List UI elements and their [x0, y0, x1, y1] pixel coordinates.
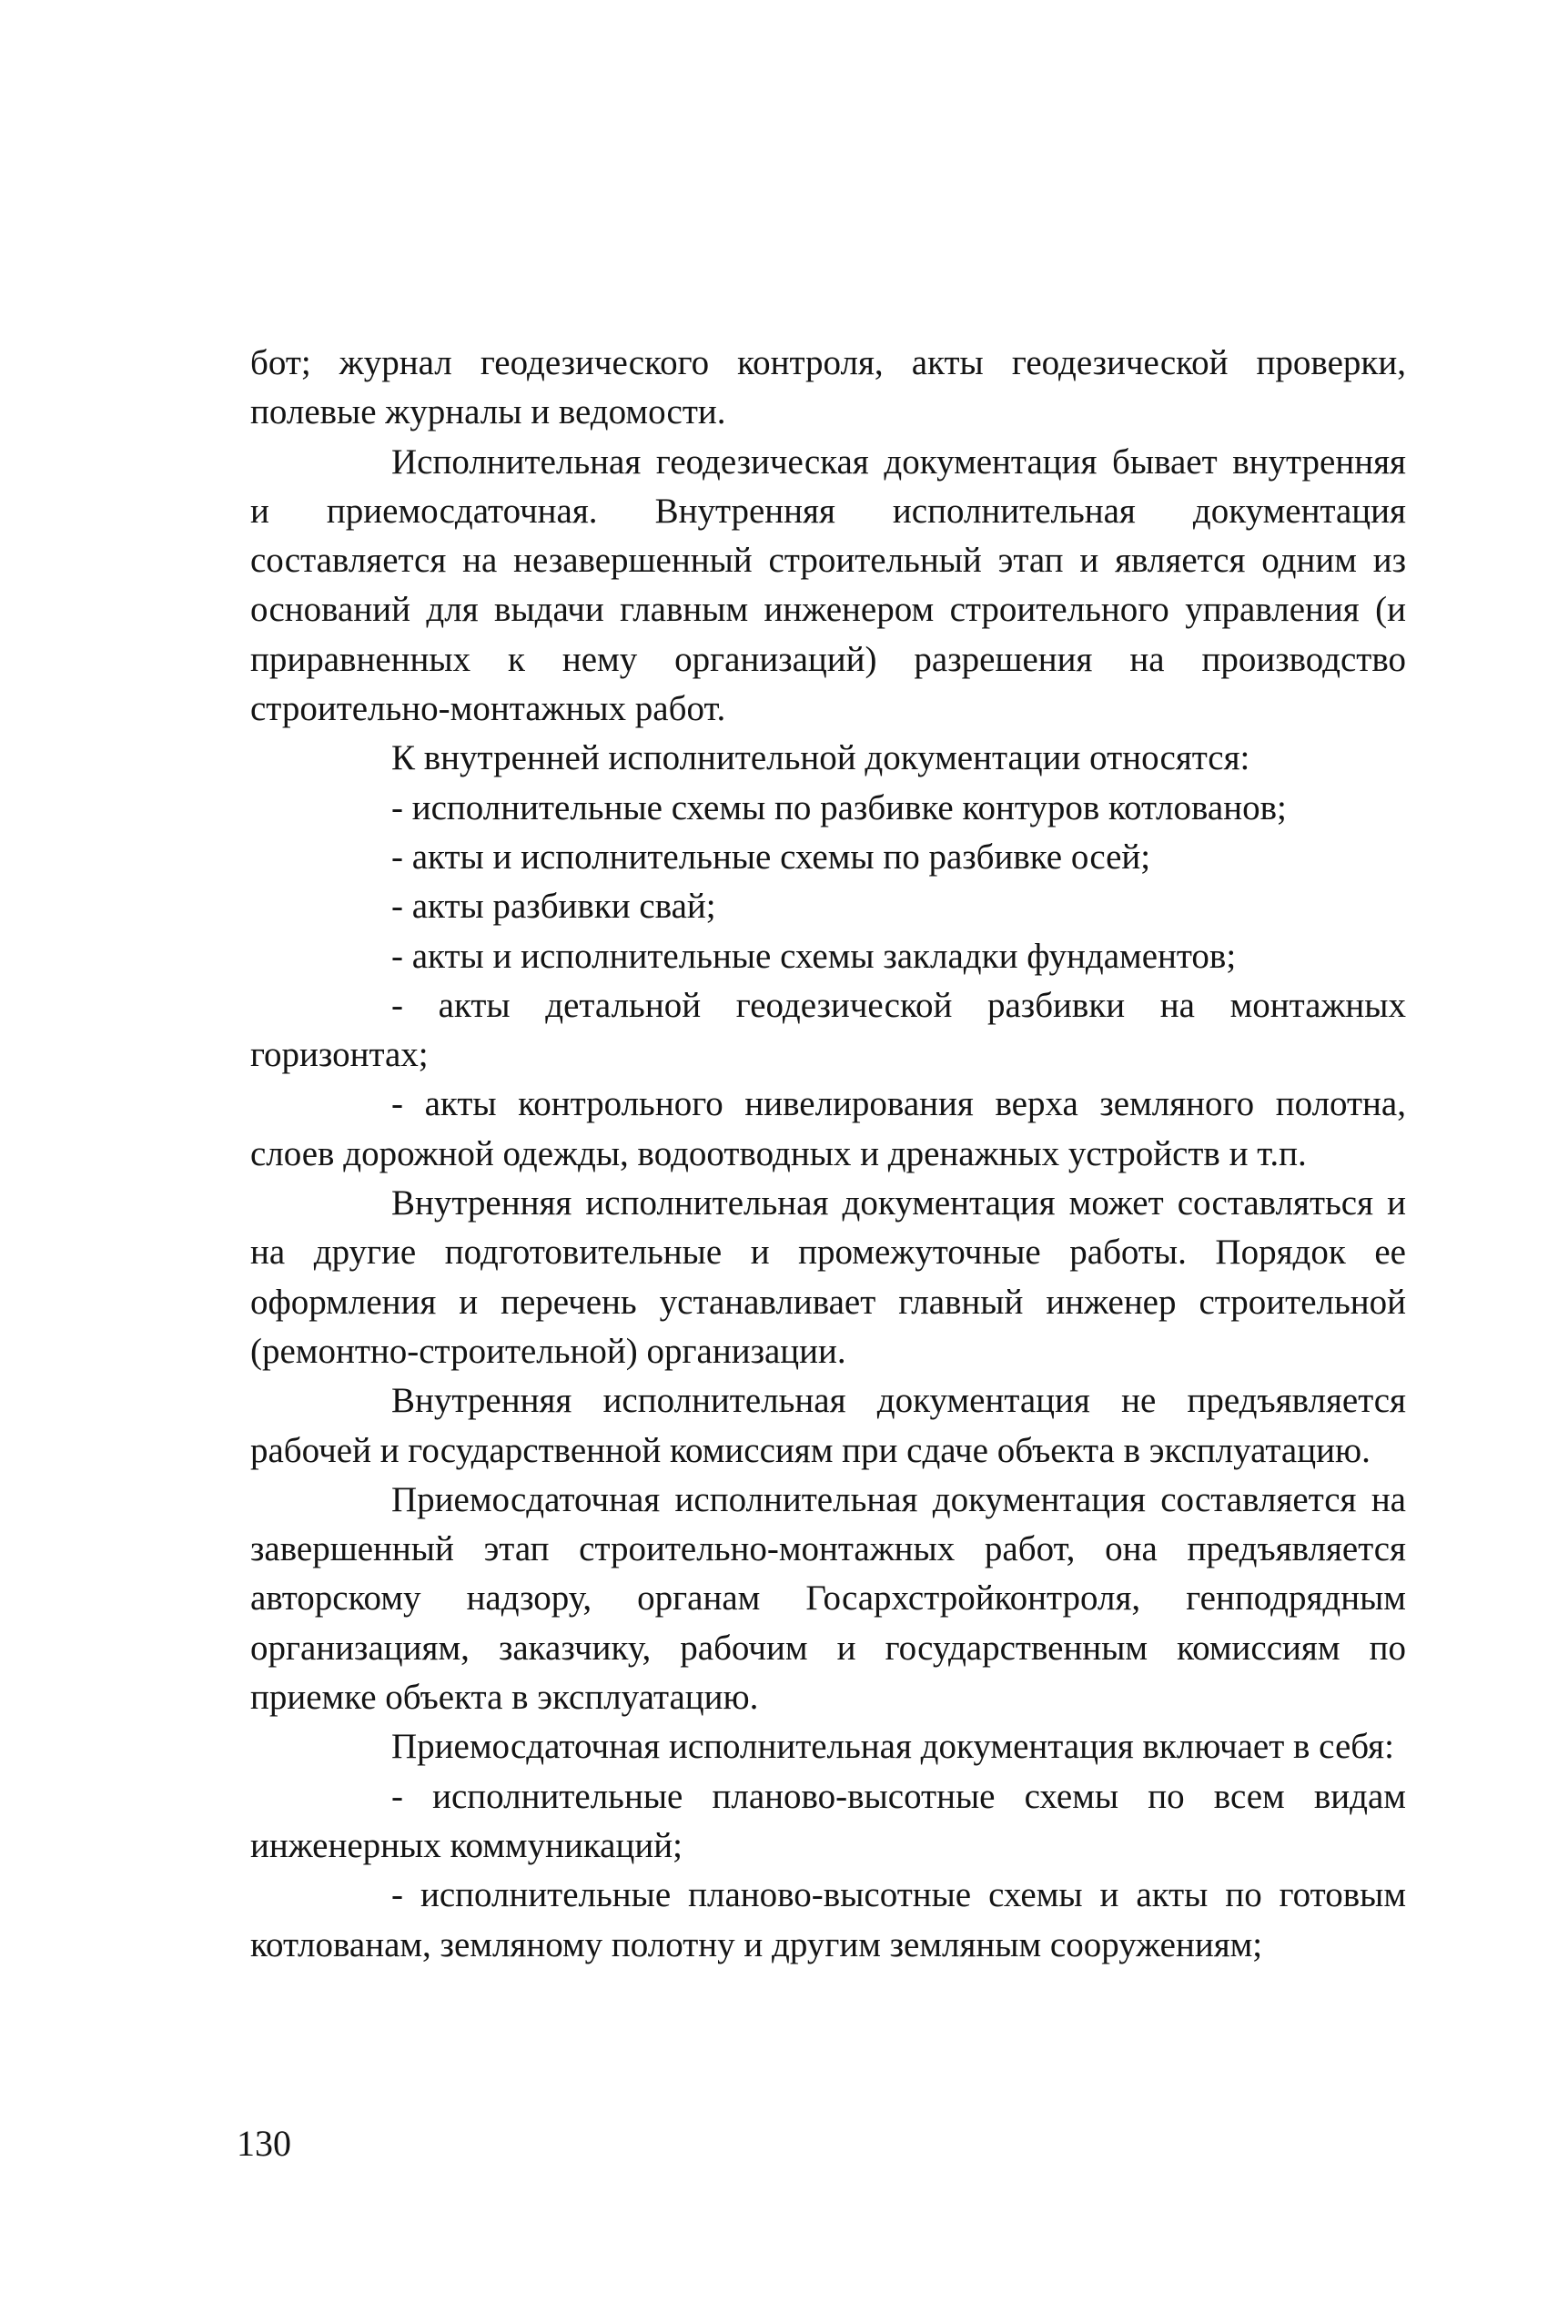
list-item: - акты и исполнительные схемы по разбивке осей; — [391, 837, 1151, 877]
list-item: - исполнительные схемы по разбивке контуров котлованов; — [391, 787, 1287, 827]
paragraph-continuation: бот; журнал геодезического контроля, акты геодезической проверки, полевые журналы и ведомости. — [250, 343, 1406, 432]
paragraph-acceptance-list-intro: Приемосдаточная исполнительная документация включает в себя: — [391, 1727, 1394, 1767]
body-text — [250, 339, 1406, 1970]
paragraph-internal-list-intro: К внутренней исполнительной документации относятся: — [391, 738, 1250, 778]
list-item: - акты разбивки свай; — [391, 887, 716, 927]
paragraph-not-presented: Внутренняя исполнительная документация не предъявляется рабочей и государственной комиссиям при сдаче объекта в эксплуатацию. — [250, 1381, 1406, 1470]
list-item: - акты и исполнительные схемы закладки фундаментов; — [391, 936, 1237, 976]
list-item: - акты контрольного нивелирования верха земляного полотна, слоев дорожной одежды, водоотводных и дренажных устройств и т.п. — [250, 1084, 1406, 1173]
list-item: - акты детальной геодезической разбивки на монтажных горизонтах; — [250, 985, 1406, 1075]
list-item: - исполнительные планово-высотные схемы по всем видам инженерных коммуникаций; — [250, 1776, 1406, 1865]
page-number: 130 — [237, 2123, 291, 2164]
list-item: - исполнительные планово-высотные схемы и акты по готовым котлованам, земляному полотну и другим земляным сооружениям; — [250, 1875, 1406, 1964]
paragraph-other-works: Внутренняя исполнительная документация может составляться и на другие подготовительные и промежуточные работы. Порядок ее оформления и перечень устанавливает главный инженер строительной (ремонтно-строительной) организации. — [250, 1183, 1406, 1371]
paragraph-documentation-types: Исполнительная геодезическая документация бывает внутренняя и приемосдаточная. Внутренняя исполнительная документация составляется на незавершенный строительный этап и является одним из оснований для выдачи главным инженером строительного управления (и приравненных к нему организаций) разрешения на производство строительно-монтажных работ. — [250, 441, 1406, 729]
paragraph-acceptance-docs: Приемосдаточная исполнительная документация составляется на завершенный этап строительно-монтажных работ, она предъявляется авторскому надзору, органам Госархстройконтроля, генподрядным организациям, заказчику, рабочим и государственным комиссиям по приемке объекта в эксплуатацию. — [250, 1479, 1406, 1718]
